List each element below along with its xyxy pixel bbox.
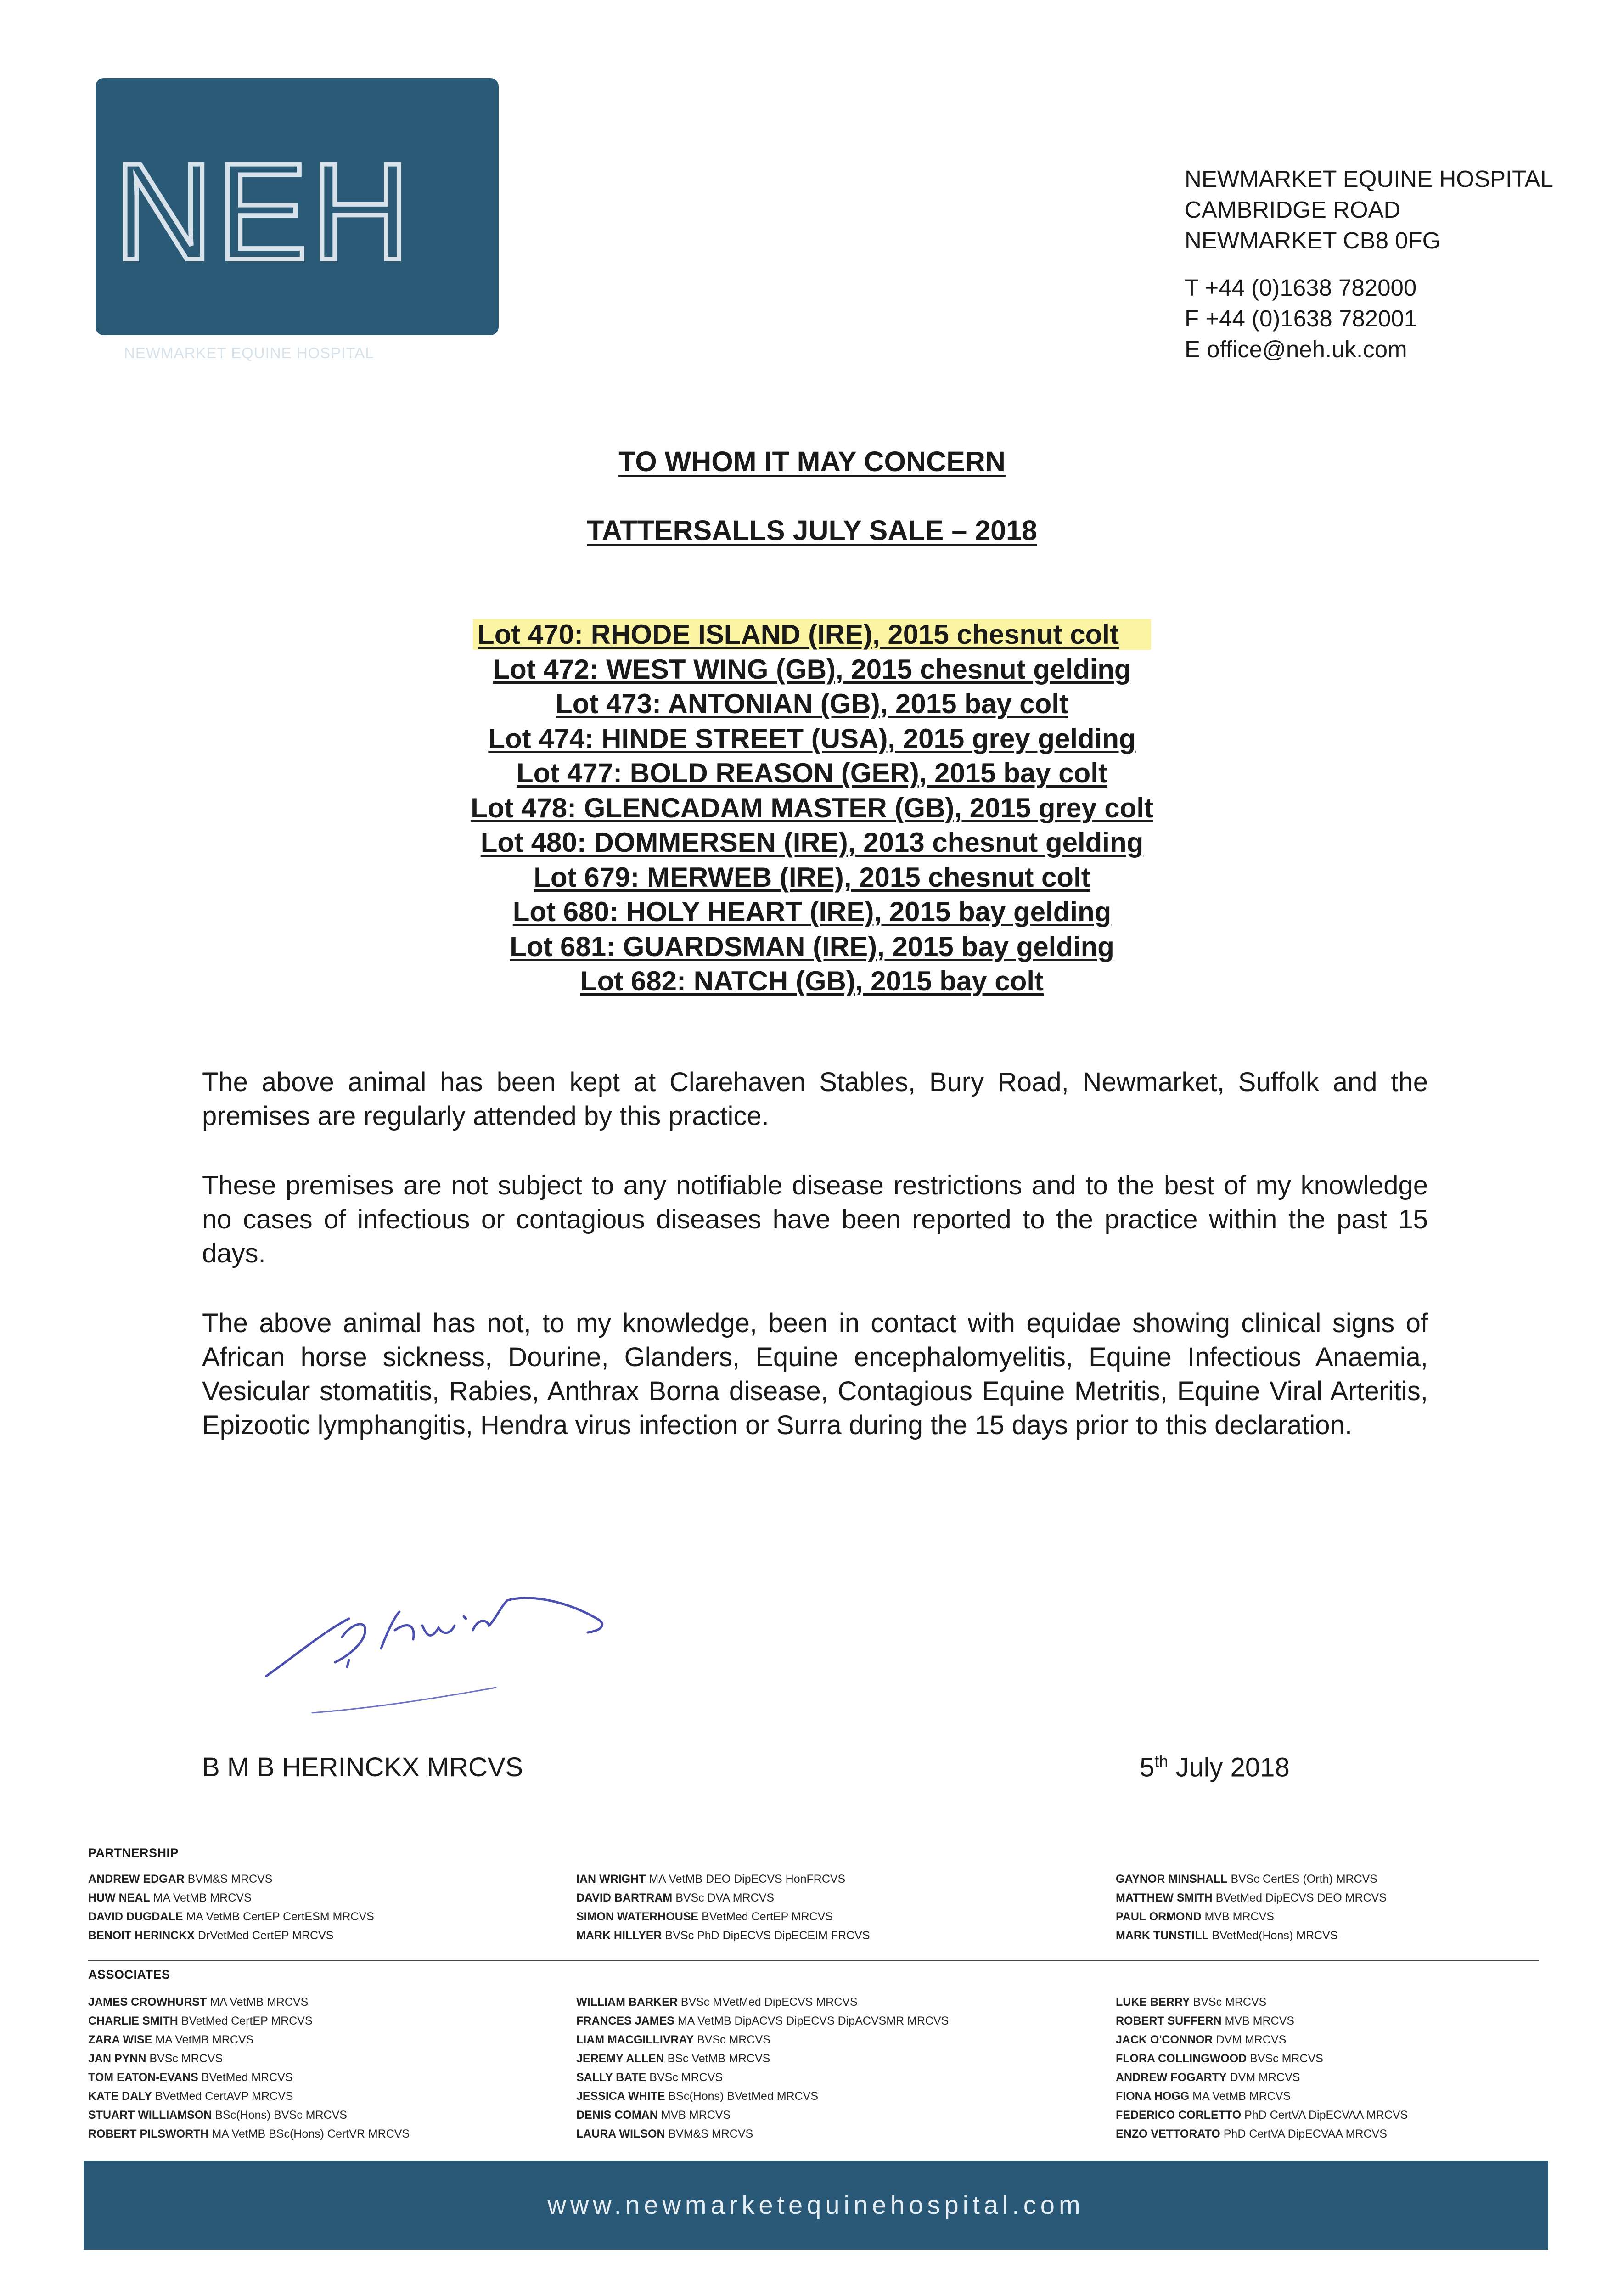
associates-column [88,1993,410,2144]
sale-title: TATTERSALLS JULY SALE – 2018 [587,515,1037,546]
logo-mark: NEH [114,134,413,288]
staff-entry: JAN PYNN BVSc MRCVS [88,2052,223,2065]
lot-item: Lot 470: RHODE ISLAND (IRE), 2015 chesnut colt [0,617,1624,652]
neh-logo [96,78,499,361]
staff-entry: ROBERT SUFFERN MVB MRCVS [1116,2015,1294,2027]
staff-entry: FLORA COLLINGWOOD BVSc MRCVS [1116,2052,1323,2065]
staff-entry: MATTHEW SMITH BVetMed DipECVS DEO MRCVS [1116,1891,1387,1904]
address-name: NEWMARKET EQUINE HOSPITAL [1185,166,1553,192]
lot-item: Lot 480: DOMMERSEN (IRE), 2013 chesnut gelding [480,827,1144,858]
staff-entry: ENZO VETTORATO PhD CertVA DipECVAA MRCVS [1116,2127,1387,2140]
staff-entry: SALLY BATE BVSc MRCVS [576,2071,723,2084]
staff-entry: LAURA WILSON BVM&S MRCVS [576,2127,753,2140]
staff-entry: TOM EATON-EVANS BVetMed MRCVS [88,2071,293,2084]
staff-entry: JAMES CROWHURST MA VetMB MRCVS [88,1996,309,2009]
lot-item: Lot 474: HINDE STREET (USA), 2015 grey gelding [488,723,1136,754]
lot-item: Lot 472: WEST WING (GB), 2015 chesnut gelding [493,653,1131,685]
staff-entry: KATE DALY BVetMed CertAVP MRCVS [88,2090,293,2103]
staff-entry: FRANCES JAMES MA VetMB DipACVS DipECVS DipACVSMR MRCVS [576,2015,949,2027]
staff-divider [88,1960,1539,1961]
paragraph-contact: The above animal has not, to my knowledge, been in contact with equidae showing clinical signs of African horse sickness, Dourine, Glanders, Equine encephalomyelitis, Equine Infectious Anaemia, Vesicular stomatitis, Rabies, Anthrax Borna disease, Contagious Equine Metritis, Equine Viral Arteritis, Epizootic lymphangitis, Hendra virus infection or Surra during the 15 days prior to this declaration. [202,1308,1428,1440]
staff-entry: LUKE BERRY BVSc MRCVS [1116,1996,1267,2009]
address-street: CAMBRIDGE ROAD [1185,197,1401,223]
associates-column [1116,1993,1408,2144]
staff-entry: ANDREW EDGAR BVM&S MRCVS [88,1873,273,1885]
lots-list [0,617,1624,999]
lot-item: Lot 473: ANTONIAN (GB), 2015 bay colt [556,688,1068,719]
staff-entry: DENIS COMAN MVB MRCVS [576,2109,731,2122]
lot-item: Lot 477: BOLD REASON (GER), 2015 bay colt [517,758,1107,788]
staff-entry: JESSICA WHITE BSc(Hons) BVetMed MRCVS [576,2090,818,2103]
staff-entry: JEREMY ALLEN BSc VetMB MRCVS [576,2052,770,2065]
staff-entry: SIMON WATERHOUSE BVetMed CertEP MRCVS [576,1910,833,1923]
partnership-column [88,1870,374,1945]
staff-entry: STUART WILLIAMSON BSc(Hons) BVSc MRCVS [88,2109,347,2122]
address-phone: T +44 (0)1638 782000 [1185,275,1417,301]
staff-entry: JACK O'CONNOR DVM MRCVS [1116,2033,1287,2046]
lot-item: Lot 680: HOLY HEART (IRE), 2015 bay gelding [512,896,1112,927]
signer-name: B M B HERINCKX MRCVS [202,1752,523,1782]
staff-entry: GAYNOR MINSHALL BVSc CertES (Orth) MRCVS [1116,1873,1377,1885]
lot-item: Lot 681: GUARDSMAN (IRE), 2015 bay gelding [510,931,1114,962]
staff-entry: HUW NEAL MA VetMB MRCVS [88,1891,252,1904]
staff-entry: LIAM MACGILLIVRAY BVSc MRCVS [576,2033,770,2046]
staff-entry: FIONA HOGG MA VetMB MRCVS [1116,2090,1291,2103]
staff-entry: CHARLIE SMITH BVetMed CertEP MRCVS [88,2015,313,2027]
staff-entry: ZARA WISE MA VetMB MRCVS [88,2033,254,2046]
address-email: E office@neh.uk.com [1185,336,1407,362]
paragraph-restrictions: These premises are not subject to any notifiable disease restrictions and to the best of my knowledge no cases of infectious or contagious diseases have been reported to the practice within the past 15 days. [202,1171,1428,1268]
staff-entry: WILLIAM BARKER BVSc MVetMed DipECVS MRCVS [576,1996,858,2009]
partnership-column [1116,1870,1387,1945]
lot-item: Lot 682: NATCH (GB), 2015 bay colt [580,966,1044,996]
staff-entry: BENOIT HERINCKX DrVetMed CertEP MRCVS [88,1929,334,1942]
lot-item: Lot 478: GLENCADAM MASTER (GB), 2015 grey colt [471,792,1153,823]
website-url[interactable]: www.newmarketequinehospital.com [547,2190,1085,2219]
letter-date: 5th July 2018 [1140,1752,1290,1783]
paragraph-premises: The above animal has been kept at Clarehaven Stables, Bury Road, Newmarket, Suffolk and the premises are regularly attended by this practice. [202,1067,1428,1131]
associates-heading: ASSOCIATES [88,1968,170,1981]
letter-heading: TO WHOM IT MAY CONCERN [618,446,1006,477]
staff-entry: FEDERICO CORLETTO PhD CertVA DipECVAA MRCVS [1116,2109,1408,2122]
associates-column [576,1993,949,2144]
partnership-column [576,1870,870,1945]
staff-entry: DAVID DUGDALE MA VetMB CertEP CertESM MRCVS [88,1910,374,1923]
lot-item: Lot 679: MERWEB (IRE), 2015 chesnut colt [534,861,1090,893]
staff-entry: IAN WRIGHT MA VetMB DEO DipECVS HonFRCVS [576,1873,846,1885]
staff-entry: DAVID BARTRAM BVSc DVA MRCVS [576,1891,775,1904]
handwritten-signature [257,1575,624,1722]
address-fax: F +44 (0)1638 782001 [1185,305,1417,332]
staff-entry: PAUL ORMOND MVB MRCVS [1116,1910,1274,1923]
partnership-heading: PARTNERSHIP [88,1846,179,1860]
staff-entry: ROBERT PILSWORTH MA VetMB BSc(Hons) CertVR MRCVS [88,2127,410,2140]
staff-entry: MARK HILLYER BVSc PhD DipECVS DipECEIM FRCVS [576,1929,870,1942]
staff-entry: MARK TUNSTILL BVetMed(Hons) MRCVS [1116,1929,1338,1942]
address-town: NEWMARKET CB8 0FG [1185,227,1441,253]
footer-band [84,2161,1548,2250]
address-block [1185,163,1553,365]
logo-subtitle: NEWMARKET EQUINE HOSPITAL [124,344,374,361]
staff-entry: ANDREW FOGARTY DVM MRCVS [1116,2071,1300,2084]
